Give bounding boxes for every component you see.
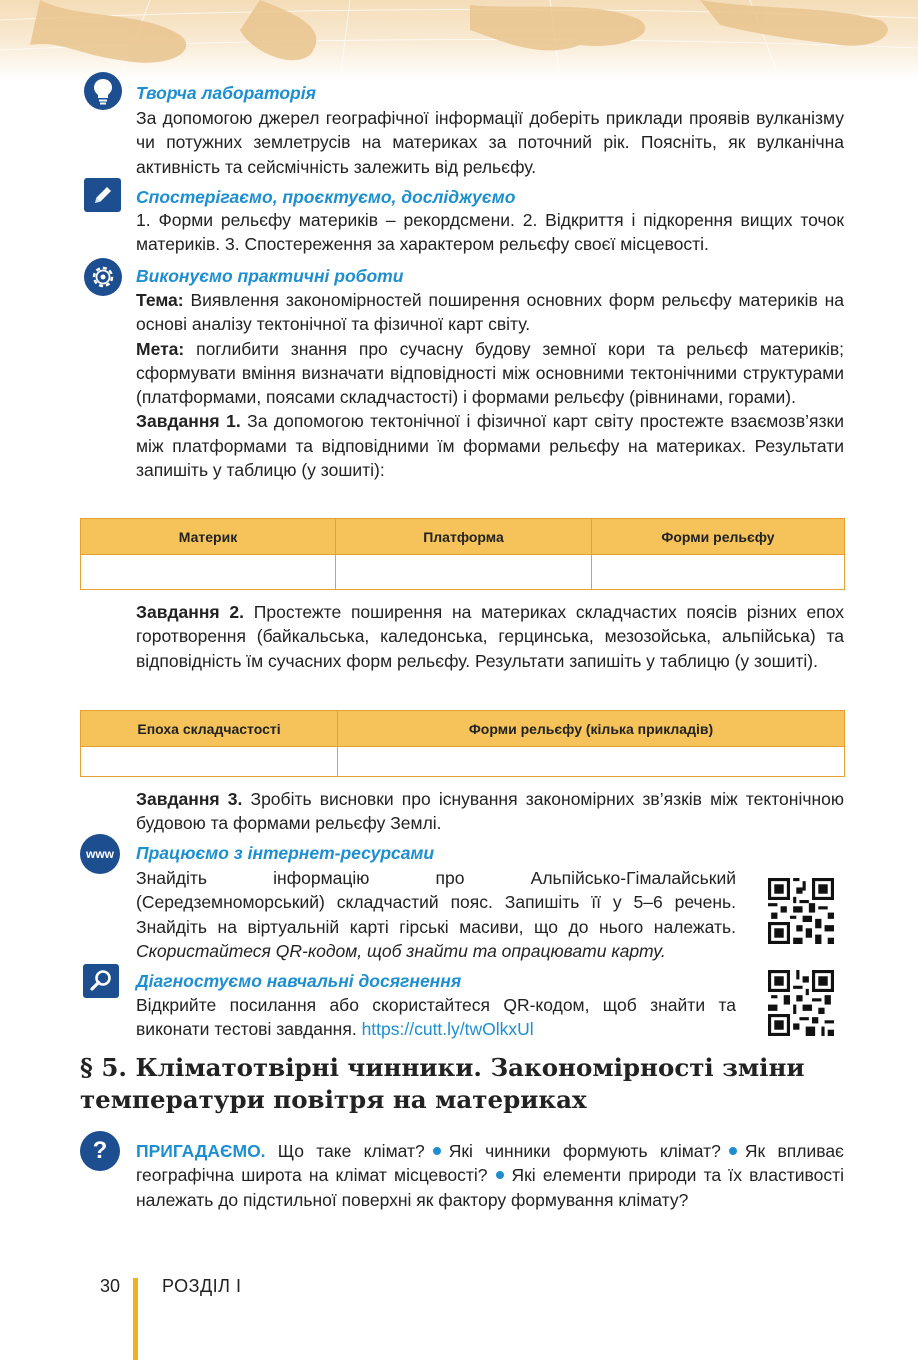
table2-cell [81,747,338,777]
table-folding-epochs [80,710,845,777]
practice-task-2-block [136,600,844,673]
table-continents-platforms [80,518,845,590]
www-icon-label: www [85,847,114,861]
table1-header-continent: Материк [81,519,336,555]
practice-task-3-block [136,787,844,836]
observe-title: Спостерігаємо, проєктуємо, досліджуємо [136,187,516,207]
recall-q4: Які елементи природи та їх властивості належать до підстильної поверхні як фактору формування клімату? [136,1165,845,1210]
topic-label: Тема: [136,290,184,310]
recall-section [136,1139,844,1212]
internet-title: Працюємо з інтернет-ресурсами [136,843,435,863]
table1-cell [81,555,336,590]
question-icon: ? [80,1131,120,1171]
lab-title: Творча лабораторія [136,83,316,103]
gear-icon [84,258,122,296]
footer-section-label: РОЗДІЛ І [162,1276,242,1296]
pencil-icon [84,178,121,212]
observe-body: 1. Форми рельєфу материків – рекордсмени. 2. Відкриття і підкорення вищих точок материків. 3. Спостереження за характером рельєфу своєї місцевості. [136,210,844,255]
table1-cell [592,555,845,590]
goal-label: Мета: [136,338,185,359]
diagnose-title: Діагностуємо навчальні досягнення [136,971,462,991]
table1-header-relief: Форми рельєфу [592,519,845,555]
section-heading: § 5. Кліматотвірні чинники. Закономірності зміни температури повітря на материках [80,1053,805,1114]
world-map-banner [0,0,918,80]
goal-text: поглибити знання про сучасну будову земної кори та рельєф материків; сформувати вміння визначати відповідності між основними тектонічними структурами (платформами, поясами складчастості) і формами рельєфу (рівнинами, горами). [136,338,844,408]
practice-task-3 [136,787,844,836]
table2-cell [338,747,845,777]
practice-goal [136,337,844,410]
topic-text: Виявлення закономірностей поширення основних форм рельєфу материків на основі аналізу тектонічної та фізичної карт світу. [136,290,844,335]
footer-accent-bar [133,1278,138,1360]
table2-header-relief: Форми рельєфу (кілька прикладів) [338,711,845,747]
task3-label: Завдання 3. [136,789,243,809]
practice-section [136,265,844,482]
diagnose-body-text: Відкрийте посилання або скористайтеся QR-кодом, щоб знайти та виконати тестові завдання. [136,995,736,1040]
internet-body-text: Знайдіть інформацію про Альпійсько-Гімалайський (Середземноморський) складчастий пояс. Запишіть її у 5–6 речень. Знайдіть на віртуальній карті гірські масиви, що до нього належать. [136,868,736,937]
practice-topic [136,288,844,337]
table1-cell [336,555,592,590]
page-number: 30 [100,1276,121,1296]
lab-body: За допомогою джерел географічної інформації доберіть приклади проявів вулканізму чи потужних землетрусів на материках за поточний рік. Поясніть, як вулканічна активність та сейсмічність залежить від рельєфу. [136,108,844,177]
table2-header-epoch: Епоха складчастості [81,711,338,747]
recall-lead: ПРИГАДАЄМО. [136,1141,266,1161]
practice-title: Виконуємо практичні роботи [136,266,404,286]
task1-text: За допомогою тектонічної і фізичної карт світу простежте взаємозв’язки між платформами та відповідними їм формами рельєфу на материках. Результати запишіть у таблицю (у зошиті): [136,411,844,481]
qr-code-map[interactable] [768,878,834,944]
bullet-dot [729,1147,737,1155]
diagnose-test-link[interactable]: https://cutt.ly/twOlkxUl [361,1019,534,1040]
task3-text: Зробіть висновки про існування закономірних зв’язків між тектонічною будовою та формами рельєфу Землі. [136,789,844,834]
diagnose-section [136,970,736,1042]
practice-task-1 [136,409,844,482]
magnifier-icon [83,964,119,998]
table1-header-platform: Платформа [336,519,592,555]
practice-task-2 [136,600,844,673]
task2-text: Простежте поширення на материках складчастих поясів різних епох горотворення (байкальська, каледонська, герцинська, мезозойська, альпійська) та відповідність їм сучасних форм рельєфу. Результати запишіть у таблицю (у зошиті). [136,602,844,671]
recall-q1: Що таке клімат? [265,1141,425,1161]
internet-body-italic: Скористайтеся QR-кодом, щоб знайти та опрацювати карту. [136,940,666,961]
www-icon [80,834,120,874]
task2-label: Завдання 2. [136,602,245,622]
recall-questions [136,1139,844,1212]
task1-label: Завдання 1. [136,411,241,432]
recall-q3: Як впливає географічна широта на клімат місцевості? [136,1141,844,1186]
lab-section [136,82,844,179]
bullet-dot [433,1147,441,1155]
observe-section [136,186,844,257]
lightbulb-icon [84,72,122,110]
diagnose-body [136,993,736,1042]
internet-body [136,866,736,963]
qr-code-test[interactable] [768,970,834,1036]
bullet-dot [496,1171,504,1179]
internet-section [136,842,736,963]
recall-q2: Які чинники формують клімат? [448,1141,721,1161]
